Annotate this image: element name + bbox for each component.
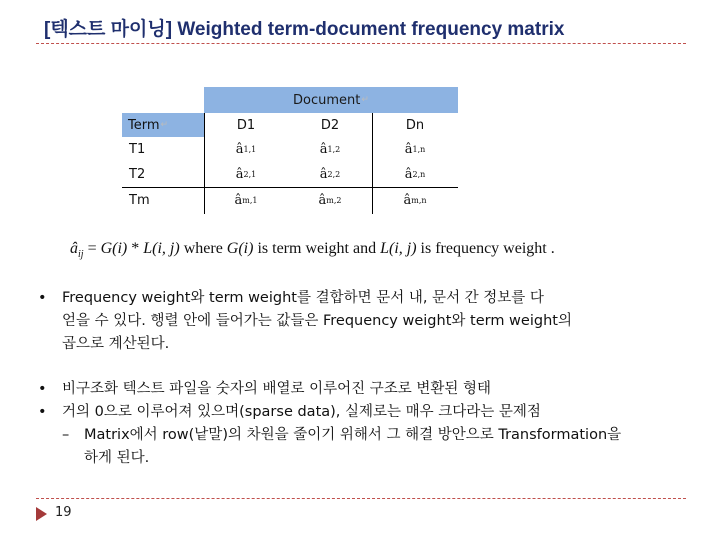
formula-l-ref: L(i, j): [380, 240, 417, 257]
document-header: [204, 87, 458, 113]
matrix-cell-comma: ,: [332, 170, 336, 179]
matrix-cell-symbol: â: [318, 193, 327, 208]
matrix-cell-row-index: m: [326, 196, 334, 205]
formula-l: L(i, j): [143, 240, 180, 257]
bullet-line: Frequency weight와 term weight를 결합하면 문서 내, 문서 간 정보를 다: [62, 290, 544, 306]
matrix-cell: [288, 187, 372, 214]
matrix-cell-row-index: 2: [327, 170, 333, 179]
formula-frequency-weight-text: is frequency weight .: [416, 240, 555, 257]
column-header-d2: D2: [320, 117, 340, 133]
term-header-label: Term: [128, 117, 160, 133]
matrix-cell-symbol: â: [234, 193, 243, 208]
bullet-dot-icon: •: [38, 381, 47, 397]
formula-where: where: [179, 240, 227, 257]
title-divider: [36, 43, 686, 44]
matrix-cell-symbol: â: [319, 142, 328, 157]
sub-bullet-line: Matrix에서 row(낱말)의 차원을 줄이기 위해서 그 해결 방안으로 Transformation을: [84, 427, 622, 443]
matrix-cell-symbol: â: [404, 167, 413, 182]
matrix-cell-col-index: n: [420, 170, 426, 179]
matrix-cell-row-index: 1: [327, 145, 333, 154]
matrix-cell: [372, 162, 458, 187]
formula-lhs: â: [70, 240, 78, 257]
matrix-cell-col-index: 1: [251, 145, 257, 154]
formula-lhs-subscript: ij: [78, 249, 84, 261]
bullet-dot-icon: •: [38, 290, 47, 306]
matrix-cell-comma: ,: [249, 196, 253, 205]
bullet-item: [36, 378, 696, 401]
bullet-item: [36, 401, 696, 424]
matrix-cell-row-index: 2: [412, 170, 418, 179]
bullet-item: [36, 287, 696, 356]
matrix-cell-row-index: 2: [243, 170, 249, 179]
matrix-cell: [204, 187, 288, 214]
row-label-t1: T1: [129, 142, 146, 157]
matrix-cell: [288, 162, 372, 187]
matrix-cell-symbol: â: [319, 167, 328, 182]
matrix-cell-comma: ,: [418, 196, 422, 205]
column-divider: [372, 113, 373, 214]
bullet-line: 곱으로 계산된다.: [62, 336, 170, 352]
matrix-cell: [204, 162, 288, 187]
matrix-cell-row-index: 1: [412, 145, 418, 154]
sub-bullet-item: [36, 424, 696, 470]
dash-icon: –: [62, 427, 70, 443]
matrix-cell-col-index: 2: [336, 196, 342, 205]
matrix-cell: [204, 137, 288, 162]
row-label-t2: T2: [129, 167, 146, 182]
matrix-cell-row-index: m: [242, 196, 250, 205]
page-marker-icon: [36, 507, 47, 521]
matrix-cell-comma: ,: [332, 145, 336, 154]
footer-divider: [36, 498, 686, 499]
formula-star: *: [127, 240, 144, 257]
matrix-cell-symbol: â: [404, 142, 413, 157]
document-header-label: Document: [293, 92, 361, 108]
formula-term-weight-text: is term weight and: [253, 240, 381, 257]
column-divider: [204, 113, 205, 214]
weighted-matrix-table: [122, 87, 458, 214]
matrix-cell: [288, 137, 372, 162]
column-header-dn: Dn: [405, 117, 425, 133]
bullet-dot-icon: •: [38, 404, 47, 420]
weighting-formula: [70, 240, 555, 260]
row-divider: [122, 187, 458, 188]
slide-title: [텍스트 마이닝] Weighted term-document frequency matrix: [44, 19, 565, 40]
page-number: 19: [55, 505, 72, 520]
matrix-cell: [372, 187, 458, 214]
row-label-tm: Tm: [129, 193, 150, 208]
matrix-cell-comma: ,: [417, 145, 421, 154]
formula-g: G(i): [100, 240, 128, 257]
bullet-line: 거의 0으로 이루어져 있으며(sparse data), 실제로는 매우 크다라는 문제점: [62, 404, 541, 420]
matrix-cell-col-index: 2: [335, 170, 341, 179]
paragraph-mark-icon: ↵: [160, 120, 169, 130]
paragraph-mark-icon: ↵: [361, 95, 369, 105]
matrix-cell-col-index: 2: [335, 145, 341, 154]
matrix-cell-row-index: 1: [243, 145, 249, 154]
matrix-cell-comma: ,: [248, 170, 252, 179]
matrix-cell-comma: ,: [417, 170, 421, 179]
matrix-cell-row-index: m: [411, 196, 419, 205]
matrix-cell-col-index: 1: [252, 196, 258, 205]
matrix-cell-col-index: n: [421, 196, 427, 205]
matrix-cell-symbol: â: [403, 193, 412, 208]
bullet-line: 비구조화 텍스트 파일을 숫자의 배열로 이루어진 구조로 변환된 형태: [62, 381, 492, 397]
term-header: [122, 113, 204, 137]
formula-equals: =: [83, 240, 101, 257]
bullet-line: 얻을 수 있다. 행렬 안에 들어가는 값들은 Frequency weight와 term weight의: [62, 313, 572, 329]
matrix-cell-symbol: â: [235, 142, 244, 157]
matrix-cell-col-index: 1: [251, 170, 257, 179]
matrix-cell-col-index: n: [420, 145, 426, 154]
matrix-cell-comma: ,: [333, 196, 337, 205]
matrix-cell-comma: ,: [248, 145, 252, 154]
column-header-d1: D1: [236, 117, 256, 133]
matrix-cell: [372, 137, 458, 162]
formula-g-ref: G(i): [226, 240, 254, 257]
bullet-list: [36, 287, 696, 470]
matrix-cell-symbol: â: [235, 167, 244, 182]
sub-bullet-line: 하게 된다.: [84, 450, 150, 466]
